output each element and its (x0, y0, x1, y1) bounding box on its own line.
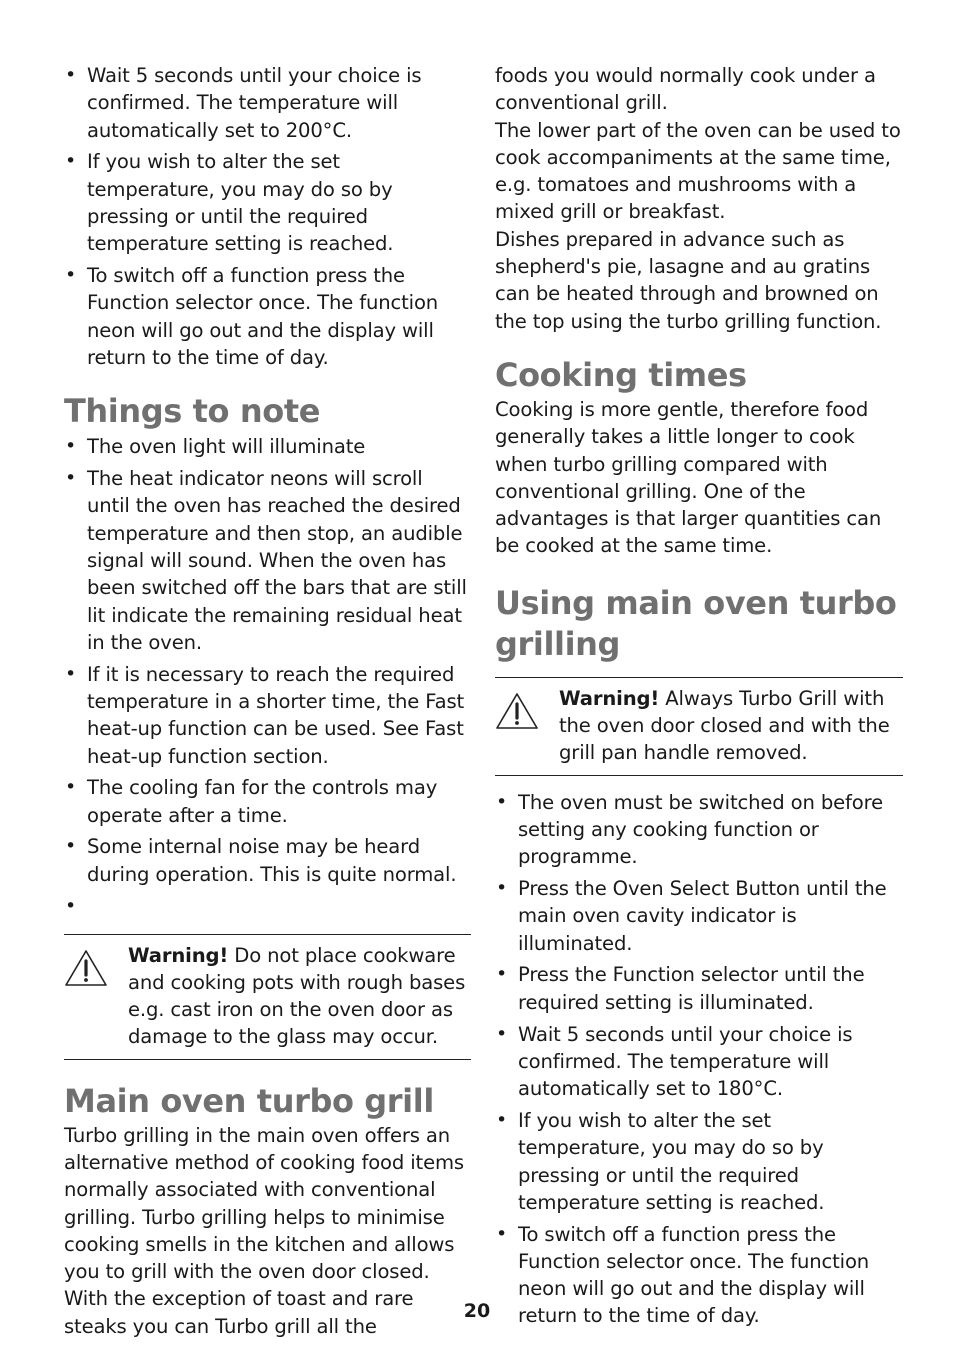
bullet: • (496, 877, 508, 900)
intro-bullet-list (64, 62, 471, 371)
list-item: • Press the Function selector until the required setting is illuminated. (496, 963, 865, 1014)
warning-box (64, 934, 471, 1060)
continued-paragraph: Dishes prepared in advance such as shepherd's pie, lasagne and au gratins can be heated through and browned on the top using the turbo grilling function. (495, 227, 882, 333)
list-item: • The heat indicator neons will scroll until the oven has reached the desired temperature and then stop, an audible signal will sound. When the oven has been switched off the bars that are still lit indicate the remaining residual heat in the oven. (65, 467, 467, 654)
left-column (64, 62, 471, 1340)
list-item: • If it is necessary to reach the required temperature in a shorter time, the Fast heat-up function can be used. See Fast heat-up function section. (65, 662, 465, 768)
bullet: • (65, 467, 77, 490)
bullet: • (65, 64, 77, 86)
bullet: • (65, 150, 77, 173)
list-item: • Wait 5 seconds until your choice is confirmed. The temperature will automatically set to 200°C. (65, 64, 422, 142)
bullet: • (496, 963, 508, 986)
page-number: 20 (463, 1300, 491, 1322)
things-to-note-heading: Things to note (64, 392, 321, 431)
using-bullet-list (495, 789, 903, 1330)
warning-triangle-icon (495, 692, 539, 730)
list-item: • Press the Oven Select Button until the main oven cavity indicator is illuminated. (496, 877, 887, 955)
cooking-times-paragraph: Cooking is more gentle, therefore food generally takes a little longer to cook when turbo grilling compared with conventional grilling. One of the advantages is that larger quantities can be cooked at the same time. (495, 397, 882, 558)
warning-triangle-icon (64, 949, 108, 987)
list-item: • If you wish to alter the set temperature, you may do so by pressing or until the required temperature setting is reached. (65, 150, 394, 256)
list-item: • To switch off a function press the Function selector once. The function neon will go out and the display will return to the time of day. (496, 1222, 870, 1328)
bullet: • (65, 894, 77, 917)
warning-text: Do not place cookware and cooking pots with rough bases e.g. cast iron on the oven door as damage to the glass may occur. (128, 943, 466, 1049)
things-bullet-list (64, 433, 471, 919)
list-item: • The cooling fan for the controls may operate after a time. (65, 776, 438, 827)
list-item: • Wait 5 seconds until your choice is confirmed. The temperature will automatically set to 180°C. (496, 1022, 853, 1101)
list-item: • The oven must be switched on before setting any cooking function or programme. (496, 790, 884, 869)
main-oven-turbo-grill-heading: Main oven turbo grill (64, 1081, 434, 1120)
bullet: • (65, 835, 77, 858)
list-item (64, 893, 471, 920)
warning-label: Warning! (559, 686, 660, 710)
list-item: • If you wish to alter the set temperature, you may do so by pressing or until the required temperature setting is reached. (496, 1108, 825, 1214)
bullet: • (65, 776, 77, 799)
continued-paragraph: foods you would normally cook under a conventional grill. (495, 64, 876, 115)
turbo-grill-paragraph: Turbo grilling in the main oven offers an alternative method of cooking food items normally associated with conventional grilling. Turbo grilling helps to minimise cooking smells in the kitchen and allows you to grill with the oven door closed. With the exception of toast and rare steaks you can Turbo grill all the (64, 1123, 464, 1338)
bullet: • (65, 264, 77, 287)
continued-paragraph: The lower part of the oven can be used to cook accompaniments at the same time, e.g. tomatoes and mushrooms with a mixed grill or breakfast. (495, 118, 901, 224)
bullet: • (65, 435, 77, 458)
bullet: • (65, 662, 77, 685)
cooking-times-heading: Cooking times (495, 355, 747, 394)
right-column (495, 62, 903, 1334)
bullet: • (496, 1108, 508, 1131)
bullet: • (496, 1022, 508, 1045)
using-turbo-grilling-heading: Using main oven turbo grilling (495, 583, 897, 663)
list-item: • To switch off a function press the Function selector once. The function neon will go out and the display will return to the time of day. (65, 264, 439, 369)
warning-label: Warning! (128, 943, 229, 967)
warning-text: Always Turbo Grill with the oven door closed and with the grill pan handle removed. (559, 686, 890, 765)
bullet: • (496, 790, 508, 813)
bullet: • (496, 1222, 508, 1245)
list-item: • Some internal noise may be heard during operation. This is quite normal. (65, 835, 457, 886)
warning-box (495, 677, 903, 776)
list-item: • The oven light will illuminate (64, 433, 471, 460)
